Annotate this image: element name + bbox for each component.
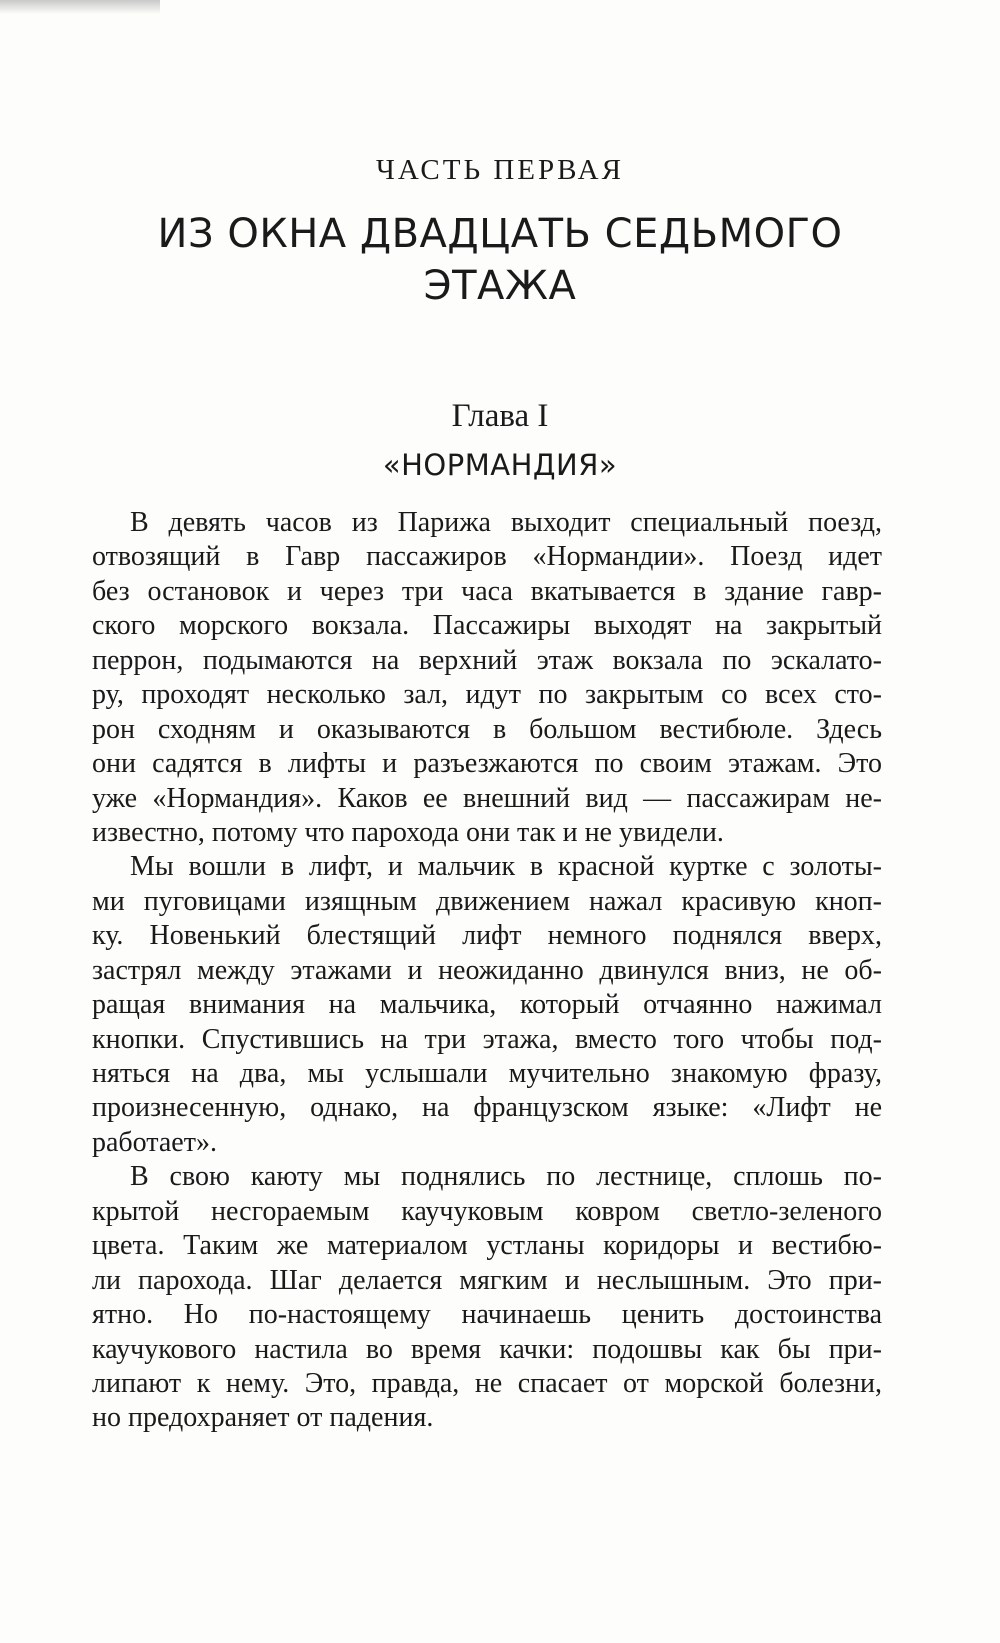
text-line: застрял между этажами и неожиданно двинулся вниз, не об- (92, 954, 882, 986)
text-line: кнопки. Спустившись на три этажа, вместо того чтобы под- (92, 1023, 882, 1055)
paragraph-3 (92, 1160, 882, 1436)
scan-shadow (0, 0, 160, 14)
text-line: рон сходням и оказываются в большом вестибюле. Здесь (92, 713, 882, 745)
chapter-body (92, 506, 882, 1436)
text-line: В девять часов из Парижа выходит специальный поезд, (130, 507, 882, 538)
text-line: ращая внимания на мальчика, который отчаянно нажимал (92, 989, 882, 1021)
text-line: перрон, подымаются на верхний этаж вокзала по эскалато- (92, 644, 882, 676)
text-line: ми пуговицами изящным движением нажал красивую кноп- (92, 885, 882, 917)
text-line: известно, потому что парохода они так и не увидели. (92, 816, 724, 848)
text-line: цвета. Таким же материалом устланы коридоры и вестибю- (92, 1230, 882, 1262)
text-line: произнесенную, однако, на французском языке: «Лифт не (92, 1092, 882, 1124)
text-line: они садятся в лифты и разъезжаются по своим этажам. Это (92, 748, 882, 780)
text-line: отвозящий в Гавр пассажиров «Нормандии». Поезд идет (92, 541, 882, 573)
text-line: уже «Нормандия». Каков ее внешний вид — пассажирам не- (92, 782, 882, 814)
paragraph-1 (92, 506, 882, 850)
text-line: но предохраняет от падения. (92, 1402, 434, 1434)
chapter-title: «НОРМАНДИЯ» (382, 448, 618, 482)
part-label: ЧАСТЬ ПЕРВАЯ (376, 154, 624, 186)
text-line: Мы вошли в лифт, и мальчик в красной куртке с золоты- (130, 851, 882, 883)
text-line: крытой несгораемым каучуковым ковром светло-зеленого (92, 1195, 882, 1227)
text-line: ру, проходят несколько зал, идут по закрытым со всех сто- (92, 679, 882, 711)
text-line: каучукового настила во время качки: подошвы как бы при- (92, 1333, 882, 1365)
text-line: В свою каюту мы поднялись по лестнице, сплошь по- (130, 1161, 882, 1193)
chapter-number: Глава I (451, 398, 549, 434)
part-title: ИЗ ОКНА ДВАДЦАТЬ СЕДЬМОГО ЭТАЖА (157, 211, 843, 309)
paragraph-2 (92, 850, 882, 1160)
text-line: липают к нему. Это, правда, не спасает от морской болезни, (92, 1367, 882, 1399)
text-line: ку. Новенький блестящий лифт немного поднялся вверх, (92, 920, 882, 952)
text-line: ли парохода. Шаг делается мягким и неслышным. Это при- (92, 1264, 882, 1296)
text-line: ского морского вокзала. Пассажиры выходят на закрытый (92, 610, 882, 642)
text-line: ятно. Но по-настоящему начинаешь ценить достоинства (92, 1299, 882, 1331)
text-line: няться на два, мы услышали мучительно знакомую фразу, (92, 1058, 882, 1089)
text-line: работает». (92, 1126, 217, 1158)
text-line: без остановок и через три часа вкатывается в здание гавр- (92, 575, 882, 607)
